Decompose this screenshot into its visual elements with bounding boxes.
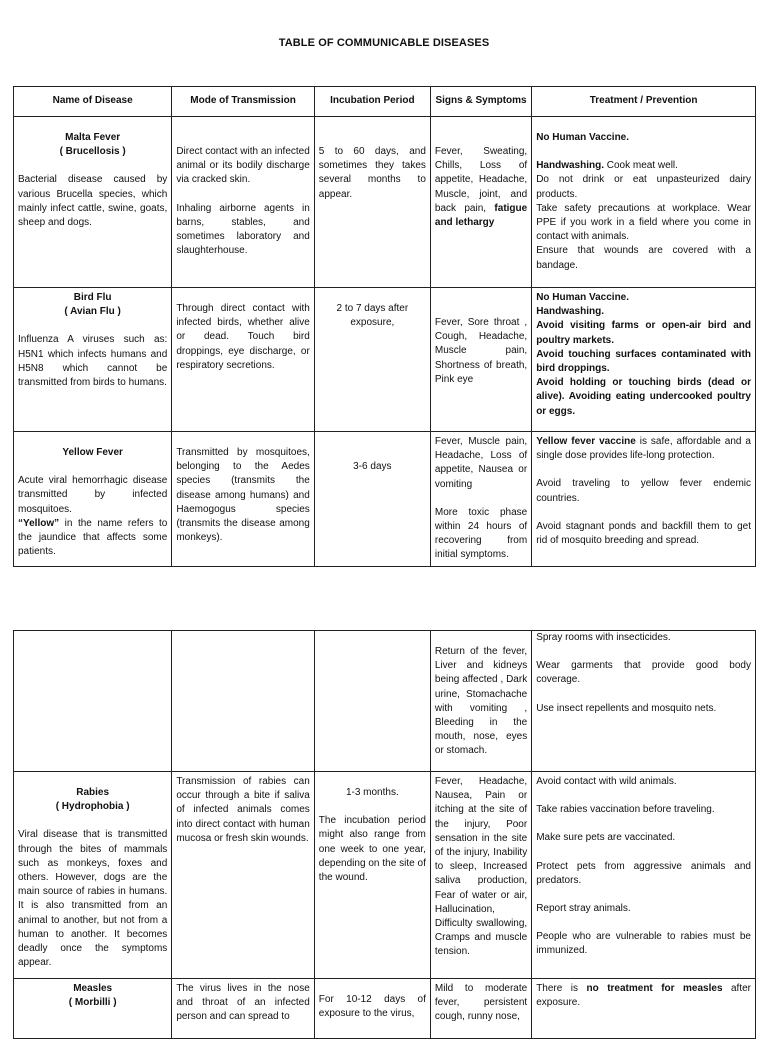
prevention-cell xyxy=(532,432,756,567)
header-name-of-disease: Name of Disease xyxy=(14,87,172,117)
prevention-item: Handwashing. Cook meat well. xyxy=(536,160,678,172)
disease-cell xyxy=(14,772,172,979)
disease-description: Viral disease that is transmitted through the bites of mammals such as monkeys, foxes and others. However, dogs are the main source of rabies in humans. It is also transmitted from an animal to another, but not from a human to another. It becomes deadly once the symptoms appear. xyxy=(18,829,168,969)
prevention-cell xyxy=(532,117,756,288)
table-row-rabies xyxy=(14,772,756,979)
symptoms-cell xyxy=(430,631,531,772)
disease-cell xyxy=(14,631,172,772)
transmission-cell xyxy=(172,631,314,772)
vaccine-note: No Human Vaccine. xyxy=(536,292,630,303)
disease-description: Influenza A viruses such as: H5N1 which infects humans and H5N8 which cannot be transmitted from birds to humans. xyxy=(18,334,168,389)
transmission-text: Transmission of rabies can occur through a bite if saliva of infected animals comes into direct contact with human mucosa or fresh skin wounds. xyxy=(176,776,310,844)
prevention-item: Wear garments that provide good body coverage. xyxy=(536,660,751,686)
vaccine-note: Yellow fever vaccine is safe, affordable and a single dose provides life-long protection. xyxy=(536,436,751,462)
incubation-cell xyxy=(314,288,430,432)
transmission-cell xyxy=(172,288,314,432)
prevention-cell xyxy=(532,288,756,432)
prevention-item: People who are vulnerable to rabies must be immunized. xyxy=(536,931,751,957)
disease-cell xyxy=(14,117,172,288)
symptoms-text: Mild to moderate fever, persistent cough, runny nose, xyxy=(434,983,528,1023)
transmission-cell xyxy=(172,432,314,567)
disease-description: Bacterial disease caused by various Brucella species, which mainly infect cattle, swine, goats, sheep and dogs. xyxy=(18,174,168,229)
prevention-item: Do not drink or eat unpasteurized dairy products. xyxy=(536,174,751,200)
incubation-text: The incubation period might also range from one week to one year, depending on the site of the wound. xyxy=(318,815,426,884)
transmission-text: The virus lives in the nose and throat of an infected person and can spread to xyxy=(176,983,310,1023)
disease-name: Bird Flu xyxy=(73,292,112,303)
incubation-cell xyxy=(314,631,430,772)
symptoms-text: Fever, Muscle pain, Headache, Loss of appetite, Nausea or vomiting xyxy=(434,436,528,490)
symptoms-cell xyxy=(430,432,531,567)
symptoms-text: Return of the fever, Liver and kidneys being affected , Dark urine, Stomachache with vomiting , Bleeding in the mouth, nose, eyes or stomach. xyxy=(434,646,528,757)
transmission-text: Transmitted by mosquitoes, belonging to the Aedes species (transmits the disease among humans) and Haemogogus species (transmits the disease among monkeys). xyxy=(176,447,310,544)
transmission-cell xyxy=(172,772,314,979)
disease-cell xyxy=(14,288,172,432)
header-signs-symptoms: Signs & Symptoms xyxy=(430,87,531,117)
symptoms-cell xyxy=(430,117,531,288)
disease-alt-name: ( Hydrophobia ) xyxy=(55,801,130,813)
prevention-item: Make sure pets are vaccinated. xyxy=(536,832,676,844)
document-title: TABLE OF COMMUNICABLE DISEASES xyxy=(278,37,490,49)
prevention-item: Take rabies vaccination before traveling. xyxy=(536,804,715,816)
header-mode-of-transmission: Mode of Transmission xyxy=(172,87,314,117)
symptoms-cell xyxy=(430,288,531,432)
disease-alt-name: ( Avian Flu ) xyxy=(64,306,121,318)
prevention-item: There is no treatment for measles after exposure. xyxy=(536,983,751,1009)
prevention-item: Take safety precautions at workplace. Wear PPE if you work in a field where you come in contact with animals. xyxy=(536,202,751,243)
header-treatment-prevention: Treatment / Prevention xyxy=(532,87,756,117)
disease-description: “Yellow” in the name refers to the jaundice that affects some patients. xyxy=(18,517,168,558)
symptoms-text: Fever, Headache, Nausea, Pain or itching at the site of the injury, Poor sensation in the site of the injury, Inability to sleep, Increased saliva production, Fear of water or air, Hallucination, Difficulty swallowing, Cramps and muscle tension. xyxy=(434,776,528,958)
symptoms-cell xyxy=(430,772,531,979)
header-incubation-period: Incubation Period xyxy=(314,87,430,117)
prevention-item: Avoid traveling to yellow fever endemic countries. xyxy=(536,478,751,504)
table-header-row xyxy=(14,87,756,117)
transmission-text: Direct contact with an infected animal or its bodily discharge via cracked skin. xyxy=(176,146,310,186)
disease-name: Measles xyxy=(73,983,113,994)
prevention-item: Spray rooms with insecticides. xyxy=(536,632,671,643)
table-row-malta-fever xyxy=(14,117,756,288)
incubation-cell xyxy=(314,979,430,1039)
prevention-item: Avoid contact with wild animals. xyxy=(536,776,677,787)
table-row-yellow-fever-continued xyxy=(14,631,756,772)
prevention-item: Report stray animals. xyxy=(536,903,631,915)
symptoms-cell xyxy=(430,979,531,1039)
vaccine-note: No Human Vaccine. xyxy=(536,132,630,143)
disease-name: Malta Fever xyxy=(65,132,121,143)
incubation-text: 1-3 months. xyxy=(345,787,399,798)
disease-description: Acute viral hemorrhagic disease transmitted by infected mosquitoes. xyxy=(18,475,168,515)
transmission-text: Through direct contact with infected birds, whether alive or dead. Touch bird droppings, eye discharge, or respiratory secretions. xyxy=(176,303,310,371)
symptoms-text: Fever, Sore throat , Cough, Headache, Muscle pain, Shortness of breath, Pink eye xyxy=(434,317,528,385)
transmission-cell xyxy=(172,979,314,1039)
table-row-yellow-fever xyxy=(14,432,756,567)
disease-alt-name: ( Brucellosis ) xyxy=(59,146,126,158)
prevention-item: Avoid holding or touching birds (dead or alive). Avoiding eating undercooked poultry or eggs. xyxy=(536,377,751,417)
incubation-cell xyxy=(314,117,430,288)
prevention-item: Avoid stagnant ponds and backfill them to get rid of mosquito breeding and spread. xyxy=(536,520,751,547)
disease-name: Yellow Fever xyxy=(62,447,123,458)
prevention-item: Ensure that wounds are covered with a bandage. xyxy=(536,245,751,271)
table-row-bird-flu xyxy=(14,288,756,432)
table-row-measles xyxy=(14,979,756,1039)
prevention-item: Avoid touching surfaces contaminated with bird droppings. xyxy=(536,348,751,375)
incubation-text: For 10-12 days of exposure to the virus, xyxy=(318,994,426,1020)
incubation-text: 5 to 60 days, and sometimes they takes several months to appear. xyxy=(318,146,426,200)
prevention-item: Avoid visiting farms or open-air bird and poultry markets. xyxy=(536,320,751,346)
diseases-table-part-1 xyxy=(13,86,756,567)
prevention-item: Protect pets from aggressive animals and predators. xyxy=(536,860,751,886)
transmission-text: Inhaling airborne agents in barns, stables, and sometimes laboratory and slaughterhouse. xyxy=(176,202,310,257)
incubation-cell xyxy=(314,432,430,567)
prevention-item: Use insect repellents and mosquito nets. xyxy=(536,702,717,714)
disease-cell xyxy=(14,432,172,567)
disease-alt-name: ( Morbilli ) xyxy=(68,997,117,1009)
prevention-cell xyxy=(532,979,756,1039)
symptoms-text: More toxic phase within 24 hours of recovering from initial symptoms. xyxy=(434,506,528,561)
prevention-cell xyxy=(532,772,756,979)
disease-cell xyxy=(14,979,172,1039)
disease-name: Rabies xyxy=(76,787,110,798)
transmission-cell xyxy=(172,117,314,288)
diseases-table-part-2 xyxy=(13,630,756,1039)
incubation-cell xyxy=(314,772,430,979)
incubation-text: 3-6 days xyxy=(353,461,392,472)
prevention-cell xyxy=(532,631,756,772)
prevention-item: Handwashing. xyxy=(536,306,604,318)
incubation-text: 2 to 7 days after exposure, xyxy=(336,303,409,329)
symptoms-text: Fever, Sweating, Chills, Loss of appetite, Headache, Muscle, joint, and back pain, fatigue and lethargy xyxy=(434,146,528,229)
